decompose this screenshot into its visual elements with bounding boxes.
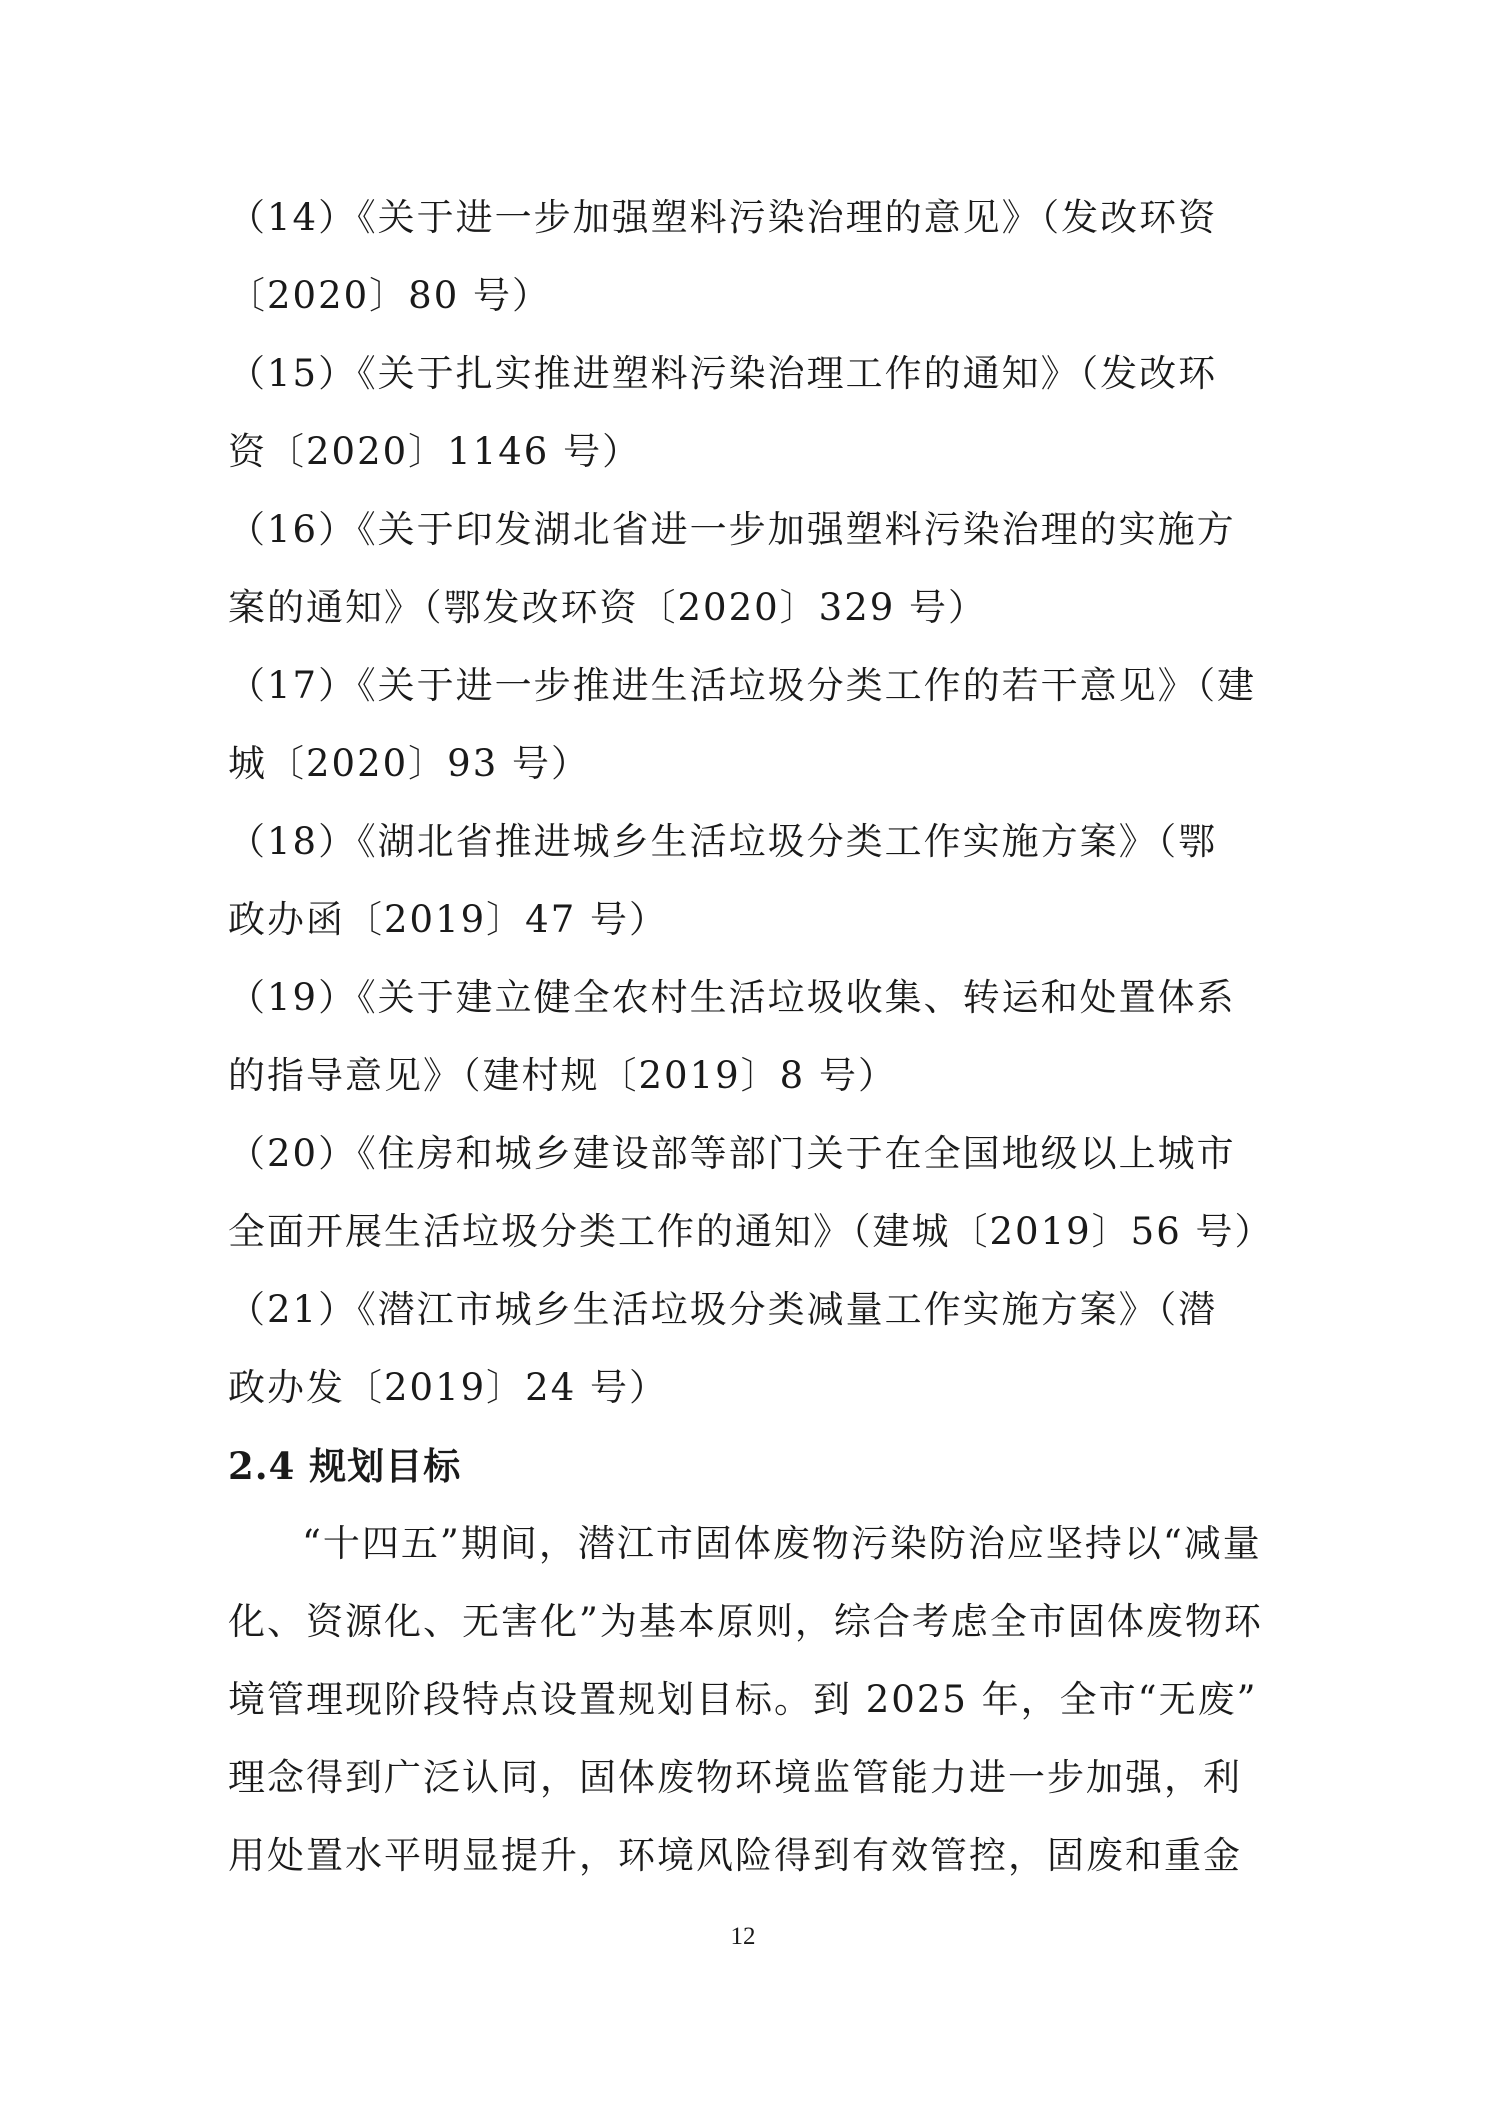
reference-16-line-1: （16）《关于印发湖北省进一步加强塑料污染治理的实施方 (228, 508, 1236, 551)
reference-20-line-1: （20）《住房和城乡建设部等部门关于在全国地级以上城市 (228, 1132, 1236, 1175)
reference-17-line-1: （17）《关于进一步推进生活垃圾分类工作的若干意见》（建 (228, 664, 1257, 707)
section-heading: 2.4 规划目标 (228, 1444, 462, 1488)
paragraph-line-1: “十四五”期间，潜江市固体废物污染防治应坚持以“减量 (302, 1522, 1262, 1565)
reference-15-line-2: 资〔2020〕1146 号） (228, 430, 642, 473)
reference-18-line-1: （18）《湖北省推进城乡生活垃圾分类工作实施方案》（鄂 (228, 820, 1218, 863)
reference-15-line-1: （15）《关于扎实推进塑料污染治理工作的通知》（发改环 (228, 352, 1218, 395)
reference-19-line-1: （19）《关于建立健全农村生活垃圾收集、转运和处置体系 (228, 976, 1236, 1019)
paragraph-line-3: 境管理现阶段特点设置规划目标。到 2025 年，全市“无废” (228, 1678, 1258, 1721)
page-number: 12 (730, 1923, 756, 1950)
paragraph-line-4: 理念得到广泛认同，固体废物环境监管能力进一步加强，利 (228, 1756, 1242, 1799)
reference-21-line-2: 政办发〔2019〕24 号） (228, 1366, 669, 1409)
reference-17-line-2: 城〔2020〕93 号） (228, 742, 591, 785)
reference-14-line-1: （14）《关于进一步加强塑料污染治理的意见》（发改环资 (228, 196, 1218, 239)
reference-14-line-2: 〔2020〕80 号） (228, 274, 552, 317)
reference-16-line-2: 案的通知》（鄂发改环资〔2020〕329 号） (228, 586, 988, 629)
paragraph-line-2: 化、资源化、无害化”为基本原则，综合考虑全市固体废物环 (228, 1600, 1263, 1643)
paragraph-line-5: 用处置水平明显提升，环境风险得到有效管控，固废和重金 (228, 1834, 1242, 1877)
reference-19-line-2: 的指导意见》（建村规〔2019〕8 号） (228, 1054, 897, 1097)
reference-18-line-2: 政办函〔2019〕47 号） (228, 898, 669, 941)
reference-21-line-1: （21）《潜江市城乡生活垃圾分类减量工作实施方案》（潜 (228, 1288, 1218, 1331)
reference-20-line-2: 全面开展生活垃圾分类工作的通知》（建城〔2019〕56 号） (228, 1210, 1274, 1253)
